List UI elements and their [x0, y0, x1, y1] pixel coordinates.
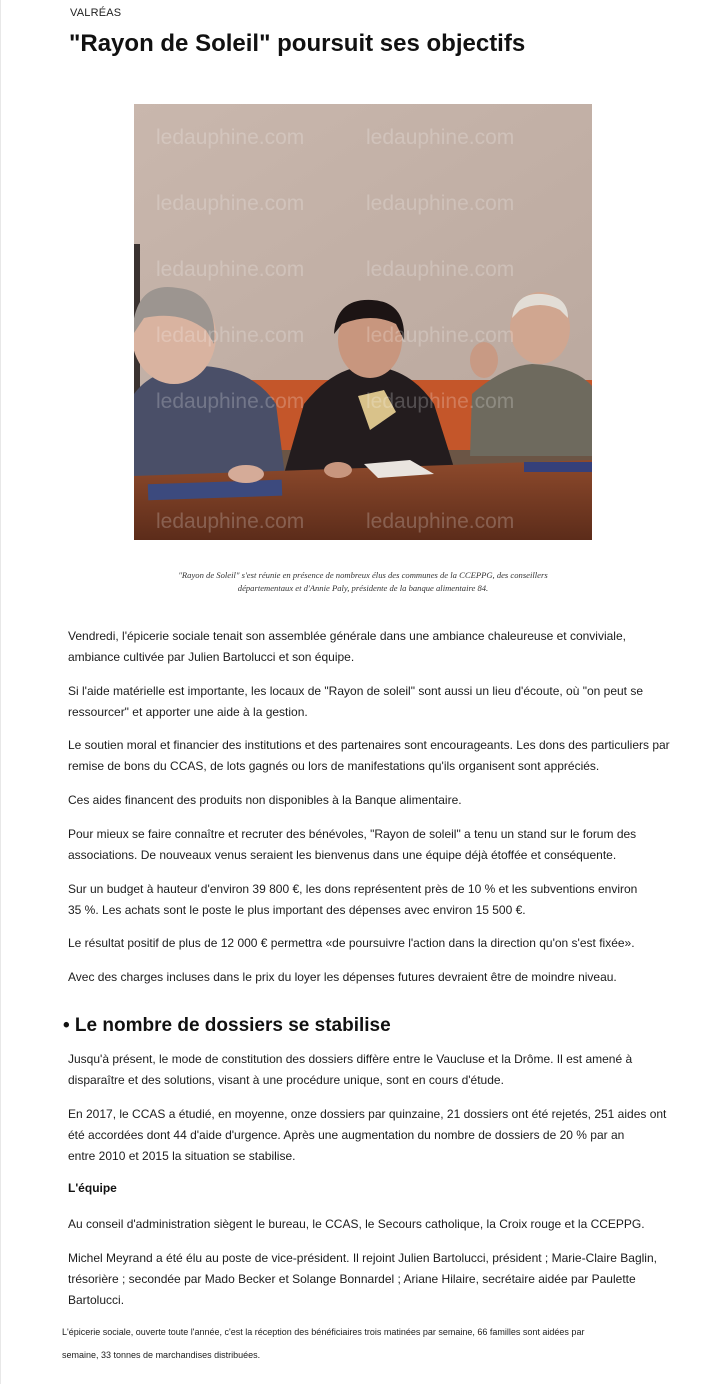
team-paragraph: Au conseil d'administration siègent le bureau, le CCAS, le Secours catholique, la Croix rouge et la CCEPPG. — [68, 1217, 645, 1231]
watermark: ledauphine.com — [366, 510, 515, 533]
section-paragraph — [68, 1104, 673, 1167]
watermark: ledauphine.com — [366, 390, 515, 413]
watermark: ledauphine.com — [366, 192, 515, 215]
text-line: 35 %. Les achats sont le poste le plus important des dépenses avec environ 15 500 €. — [68, 903, 526, 917]
watermark: ledauphine.com — [156, 126, 305, 149]
text-line: Michel Meyrand a été élu au poste de vice-président. Il rejoint Julien Bartolucci, président ; Marie-Claire Baglin, — [68, 1251, 657, 1265]
body-paragraph — [68, 626, 673, 668]
team-paragraph — [68, 1248, 673, 1311]
text-line: Vendredi, l'épicerie sociale tenait son assemblée générale dans une ambiance chaleureuse et conviviale, — [68, 629, 626, 643]
caption-line: départementaux et d'Annie Paly, présidente de la banque alimentaire 84. — [237, 582, 489, 593]
text-line: entre 2010 et 2015 la situation se stabilise. — [68, 1149, 296, 1163]
body-paragraph — [68, 735, 673, 777]
watermark: ledauphine.com — [156, 324, 305, 347]
text-line: associations. De nouveaux venus seraient les bienvenus dans une équipe déjà étoffée et conséquente. — [68, 848, 617, 862]
text-line: ambiance cultivée par Julien Bartolucci et son équipe. — [68, 650, 355, 664]
text-line: Bartolucci. — [68, 1293, 125, 1307]
team-subhead: L'équipe — [68, 1181, 117, 1195]
watermark: ledauphine.com — [156, 390, 305, 413]
text-line: trésorière ; secondée par Mado Becker et Solange Bonnardel ; Ariane Hilaire, secrétaire aidée par Paulette — [68, 1272, 636, 1286]
text-line: Jusqu'à présent, le mode de constitution des dossiers diffère entre le Vaucluse et la Drôme. Il est amené à — [68, 1052, 633, 1066]
text-line: ressourcer" et apporter une aide à la gestion. — [68, 705, 308, 719]
location-kicker: VALRÉAS — [70, 7, 122, 19]
article-headline: "Rayon de Soleil" poursuit ses objectifs — [69, 30, 526, 57]
body-paragraph — [68, 824, 673, 866]
watermark: ledauphine.com — [156, 510, 305, 533]
body-paragraph: Le résultat positif de plus de 12 000 € permettra «de poursuivre l'action dans la direction qu'on s'est fixée». — [68, 936, 635, 950]
body-paragraph — [68, 879, 673, 921]
section-title: • Le nombre de dossiers se stabilise — [63, 1015, 391, 1036]
text-line: disparaître et des solutions, visant à une procédure unique, sont en cours d'étude. — [68, 1073, 504, 1087]
text-line: été accordées dont 44 d'aide d'urgence. Après une augmentation du nombre de dossiers de 20 % par an — [68, 1128, 625, 1142]
body-paragraph: Ces aides financent des produits non disponibles à la Banque alimentaire. — [68, 793, 462, 807]
text-line: L'épicerie sociale, ouverte toute l'année, c'est la réception des bénéficiaires trois matinées par semaine, 66 familles sont aidées par — [62, 1327, 585, 1337]
section-paragraph — [68, 1049, 673, 1091]
text-line: semaine, 33 tonnes de marchandises distribuées. — [62, 1350, 261, 1360]
watermark: ledauphine.com — [366, 324, 515, 347]
text-line: Pour mieux se faire connaître et recruter des bénévoles, "Rayon de soleil" a tenu un stand sur le forum des — [68, 827, 637, 841]
text-line: Sur un budget à hauteur d'environ 39 800 €, les dons représentent près de 10 % et les subventions environ — [68, 882, 638, 896]
article-photo — [134, 104, 592, 540]
text-line: Le soutien moral et financier des institutions et des partenaires sont encourageants. Les dons des particuliers par — [68, 738, 670, 752]
watermark: ledauphine.com — [366, 258, 515, 281]
body-paragraph — [68, 681, 673, 723]
watermark: ledauphine.com — [366, 126, 515, 149]
info-note — [62, 1321, 672, 1367]
watermark: ledauphine.com — [156, 192, 305, 215]
text-line: En 2017, le CCAS a étudié, en moyenne, onze dossiers par quinzaine, 21 dossiers ont été rejetés, 251 aides ont — [68, 1107, 667, 1121]
caption-line: "Rayon de Soleil" s'est réunie en présence de nombreux élus des communes de la CCEPPG, des conseillers — [178, 569, 548, 580]
photo-caption — [134, 569, 592, 595]
watermark: ledauphine.com — [156, 258, 305, 281]
text-line: Si l'aide matérielle est importante, les locaux de "Rayon de soleil" sont aussi un lieu d'écoute, où "on peut se — [68, 684, 644, 698]
body-paragraph: Avec des charges incluses dans le prix du loyer les dépenses futures devraient être de moindre niveau. — [68, 970, 617, 984]
scan-edge — [0, 0, 1, 1384]
text-line: remise de bons du CCAS, de lots gagnés ou lors de manifestations qu'ils organisent sont appréciés. — [68, 759, 600, 773]
